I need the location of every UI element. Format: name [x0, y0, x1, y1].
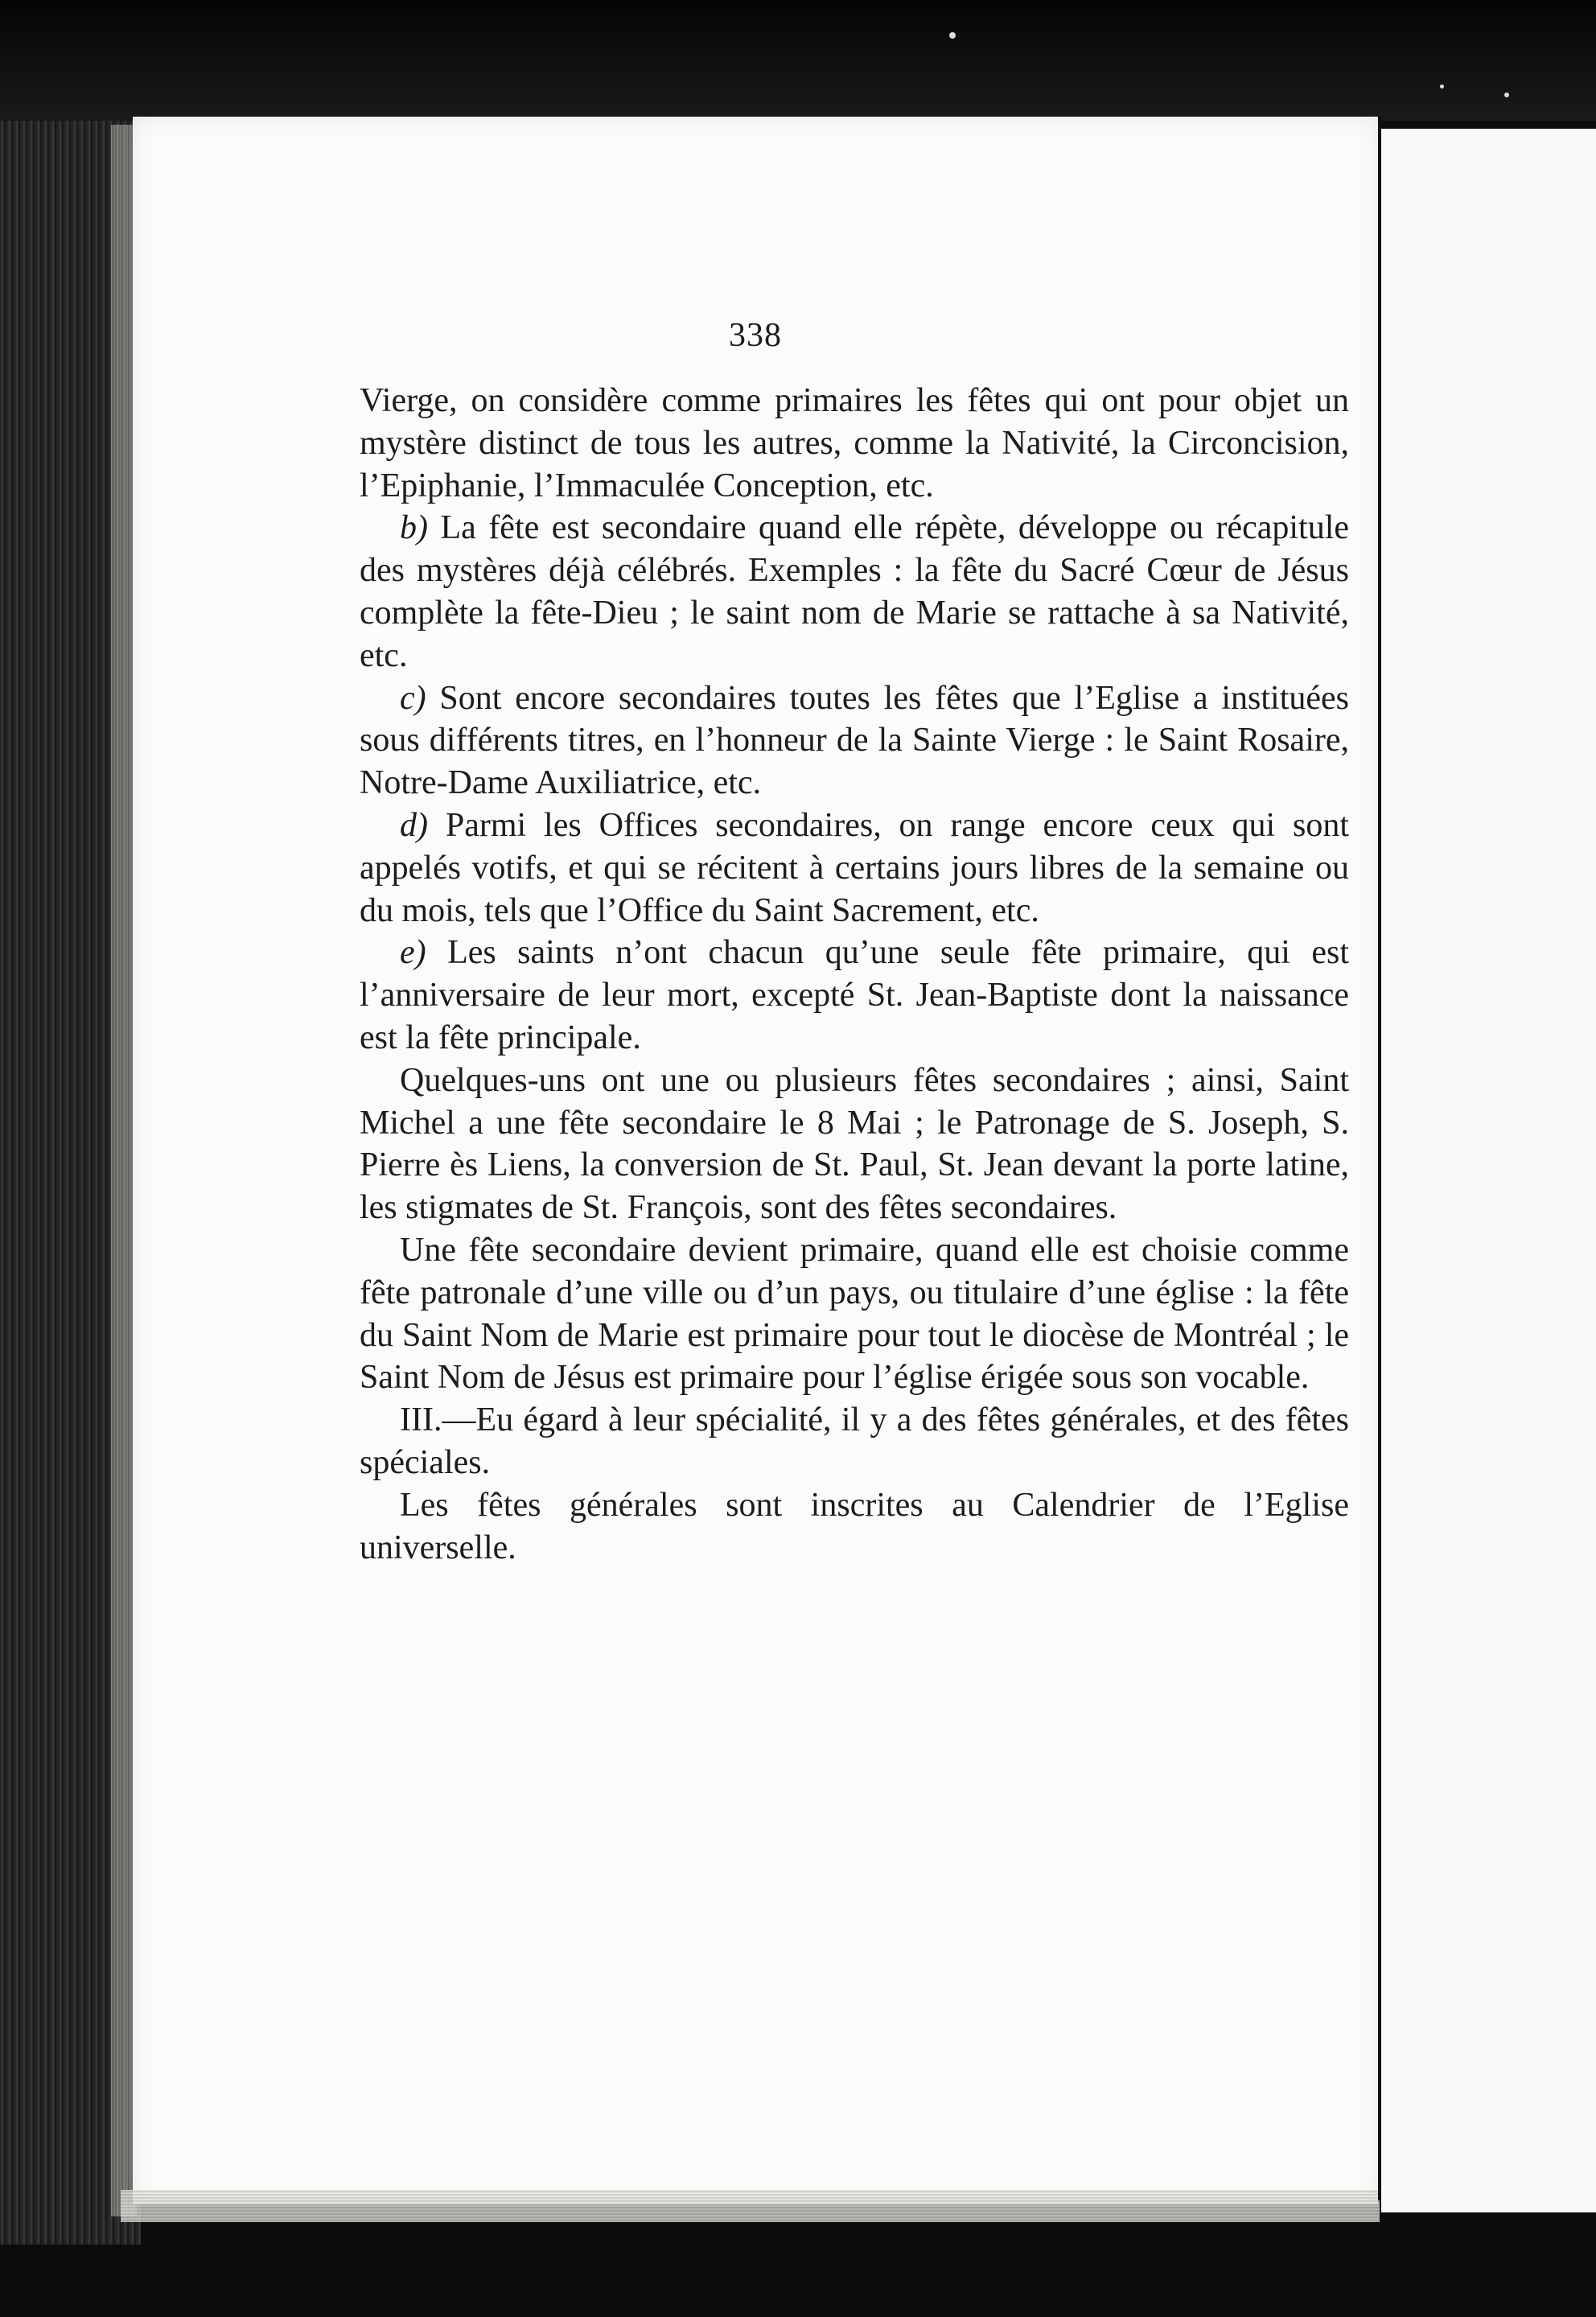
paragraph — [360, 677, 1349, 805]
page-bottom-edge — [121, 2190, 1380, 2222]
paragraph — [360, 1484, 1349, 1570]
paragraph — [360, 1399, 1349, 1484]
paragraph-text: Les saints n’ont chacun qu’une seule fête primaire, qui est l’anniversaire de leur mort, excepté St. Jean-Baptiste dont la naissance est la fête principale. — [360, 934, 1349, 1056]
paragraph-text: Parmi les Offices secondaires, on range encore ceux qui sont appelés votifs, et qui se récitent à certains jours libres de la semaine ou du mois, tels que l’Office du Saint Sacrement, etc. — [360, 806, 1350, 929]
paragraph-text: Les fêtes générales sont inscrites au Calendrier de l’Eglise universelle. — [360, 1486, 1349, 1566]
paragraph — [360, 805, 1349, 932]
list-marker: d) — [400, 806, 428, 844]
left-page — [133, 117, 1378, 2204]
paragraph — [360, 932, 1349, 1059]
paragraph-text: Une fête secondaire devient primaire, quand elle est choisie comme fête patronale d’une ville ou d’un pays, ou titulaire d’une église : la fête du Saint Nom de Marie est primaire pour tout le diocèse de Montréal ; le Saint Nom de Jésus est primaire pour l’église érigée sous son vocable. — [360, 1231, 1349, 1397]
body-text — [360, 380, 1349, 1569]
paragraph-text: Quelques-uns ont une ou plusieurs fêtes secondaires ; ainsi, Saint Michel a une fête secondaire le 8 Mai ; le Patronage de S. Joseph, S. Pierre ès Liens, la conversion de St. Paul, St. Jean devant la porte latine, les stigmates de St. François, sont des fêtes secondaires. — [360, 1061, 1349, 1227]
paragraph-text: La fête est secondaire quand elle répète, développe ou récapitule des mystères déjà célébrés. Exemples : la fête du Sacré Cœur de Jésus complète la fête-Dieu ; le saint nom de Marie se rattache à sa Nativité, etc. — [360, 509, 1350, 674]
paragraph — [360, 1229, 1349, 1399]
dust-speck — [949, 32, 956, 39]
paragraph-text: III.—Eu égard à leur spécialité, il y a des fêtes générales, et des fêtes spéciales. — [360, 1401, 1349, 1481]
list-marker: c) — [400, 679, 426, 717]
dust-speck — [1440, 84, 1444, 88]
scan-background-top — [0, 0, 1596, 121]
paragraph — [360, 507, 1349, 677]
dust-speck — [1504, 93, 1509, 97]
paragraph-text: Sont encore secondaires toutes les fêtes que l’Eglise a instituées sous différents titres, en l’honneur de la Sainte Vierge : le Saint Rosaire, Notre-Dame Auxiliatrice, etc. — [360, 679, 1350, 802]
paragraph — [360, 380, 1349, 507]
paragraph-text: Vierge, on considère comme primaires les fêtes qui ont pour objet un mystère distinct de tous les autres, comme la Nativité, la Circoncision, l’Epiphanie, l’Immaculée Conception, etc. — [360, 382, 1349, 504]
right-page — [1381, 129, 1596, 2212]
page-number: 338 — [729, 317, 782, 354]
list-marker: e) — [400, 934, 426, 972]
list-marker: b) — [400, 509, 428, 547]
paragraph — [360, 1060, 1349, 1229]
